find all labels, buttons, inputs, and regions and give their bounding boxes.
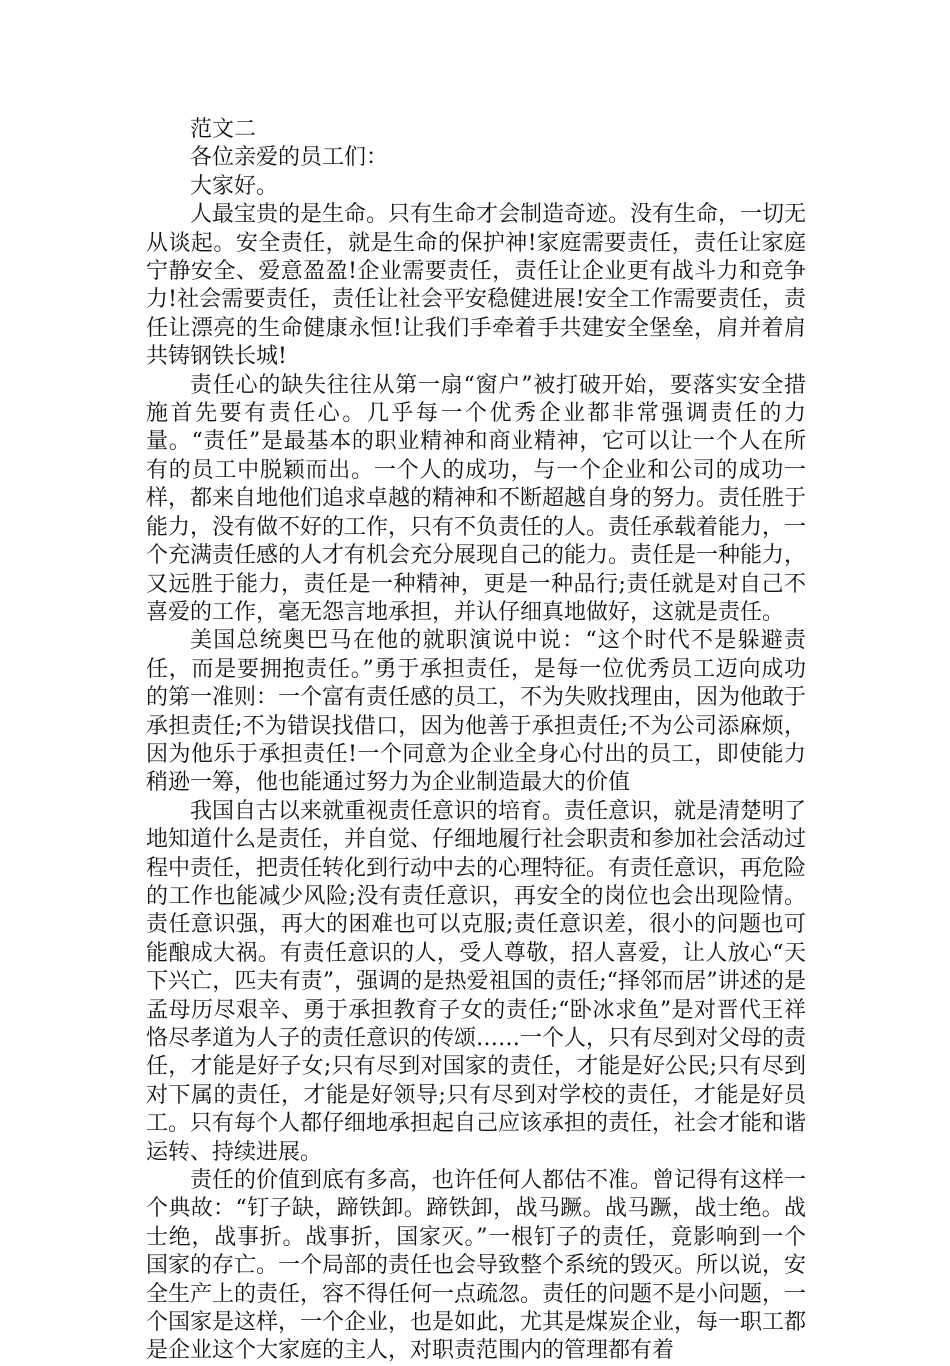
body-paragraph-5: 责任的价值到底有多高，也许任何人都估不准。曾记得有这样一个典故：“钉子缺，蹄铁卸。蹄铁卸，战马蹶。战马蹶，战士绝。战士绝，战事折。战事折，国家灭。”一根钉子的责任，竟影响到一个国家的存亡。一个局部的责任也会导致整个系统的毁灭。所以说，安全生产上的责任，容不得任何一点疏忽。责任的问题不是小问题，一个国家是这样，一个企业，也是如此，尤其是煤炭企业，每一职工都是企业这个大家庭的主人，对职责范围内的管理都有着 xyxy=(146,1168,807,1364)
body-paragraph-2: 责任心的缺失往往从第一扇“窗户”被打破开始，要落实安全措施首先要有责任心。几乎每一个优秀企业都非常强调责任的力量。“责任”是最基本的职业精神和商业精神，它可以让一个人在所有的员工中脱颖而出。一个人的成功，与一个企业和公司的成功一样，都来自地他们追求卓越的精神和不断超越自身的努力。责任胜于能力，没有做不好的工作，只有不负责任的人。责任承载着能力，一个充满责任感的人才有机会充分展现自己的能力。责任是一种能力，又远胜于能力，责任是一种精神，更是一种品行;责任就是对自己不喜爱的工作，毫无怨言地承担，并认仔细真地做好，这就是责任。 xyxy=(146,372,807,625)
document-heading: 范文二 xyxy=(190,117,257,142)
salutation: 各位亲爱的员工们： xyxy=(190,145,389,171)
greeting: 大家好。 xyxy=(190,173,279,199)
body-paragraph-3: 美国总统奥巴马在他的就职演说中说：“这个时代不是躲避责任，而是要拥抱责任。”勇于承担责任，是每一位优秀员工迈向成功的第一准则：一个富有责任感的员工，不为失败找理由，因为他敢于承担责任;不为错误找借口，因为他善于承担责任;不为公司添麻烦，因为他乐于承担责任!一个同意为企业全身心付出的员工，即使能力稍逊一筹，他也能通过努力为企业制造最大的价值 xyxy=(146,628,807,796)
body-paragraph-1: 人最宝贵的是生命。只有生命才会制造奇迹。没有生命，一切无从谈起。安全责任，就是生命的保护神!家庭需要责任，责任让家庭宁静安全、爱意盈盈!企业需要责任，责任让企业更有战斗力和竞争力!社会需要责任，责任让社会平安稳健进展!安全工作需要责任，责任让漂亮的生命健康永恒!让我们手牵着手共建安全堡垒，肩并着肩共铸钢铁长城! xyxy=(146,202,807,370)
body-paragraph-4: 我国自古以来就重视责任意识的培育。责任意识，就是清楚明了地知道什么是责任，并自觉、仔细地履行社会职责和参加社会活动过程中责任，把责任转化到行动中去的心理特征。有责任意识，再危险的工作也能减少风险;没有责任意识，再安全的岗位也会出现险情。责任意识强，再大的困难也可以克服;责任意识差，很小的问题也可能酿成大祸。有责任意识的人，受人尊敬，招人喜爱，让人放心“天下兴亡，匹夫有责”，强调的是热爱祖国的责任;“择邻而居”讲述的是孟母历尽艰辛、勇于承担教育子女的责任;“卧冰求鱼”是对晋代王祥恪尽孝道为人子的责任意识的传颂……一个人，只有尽到对父母的责任，才能是好子女;只有尽到对国家的责任，才能是好公民;只有尽到对下属的责任，才能是好领导;只有尽到对学校的责任，才能是好员工。只有每个人都仔细地承担起自己应该承担的责任，社会才能和谐运转、持续进展。 xyxy=(146,798,807,1165)
document-page xyxy=(146,116,806,1366)
